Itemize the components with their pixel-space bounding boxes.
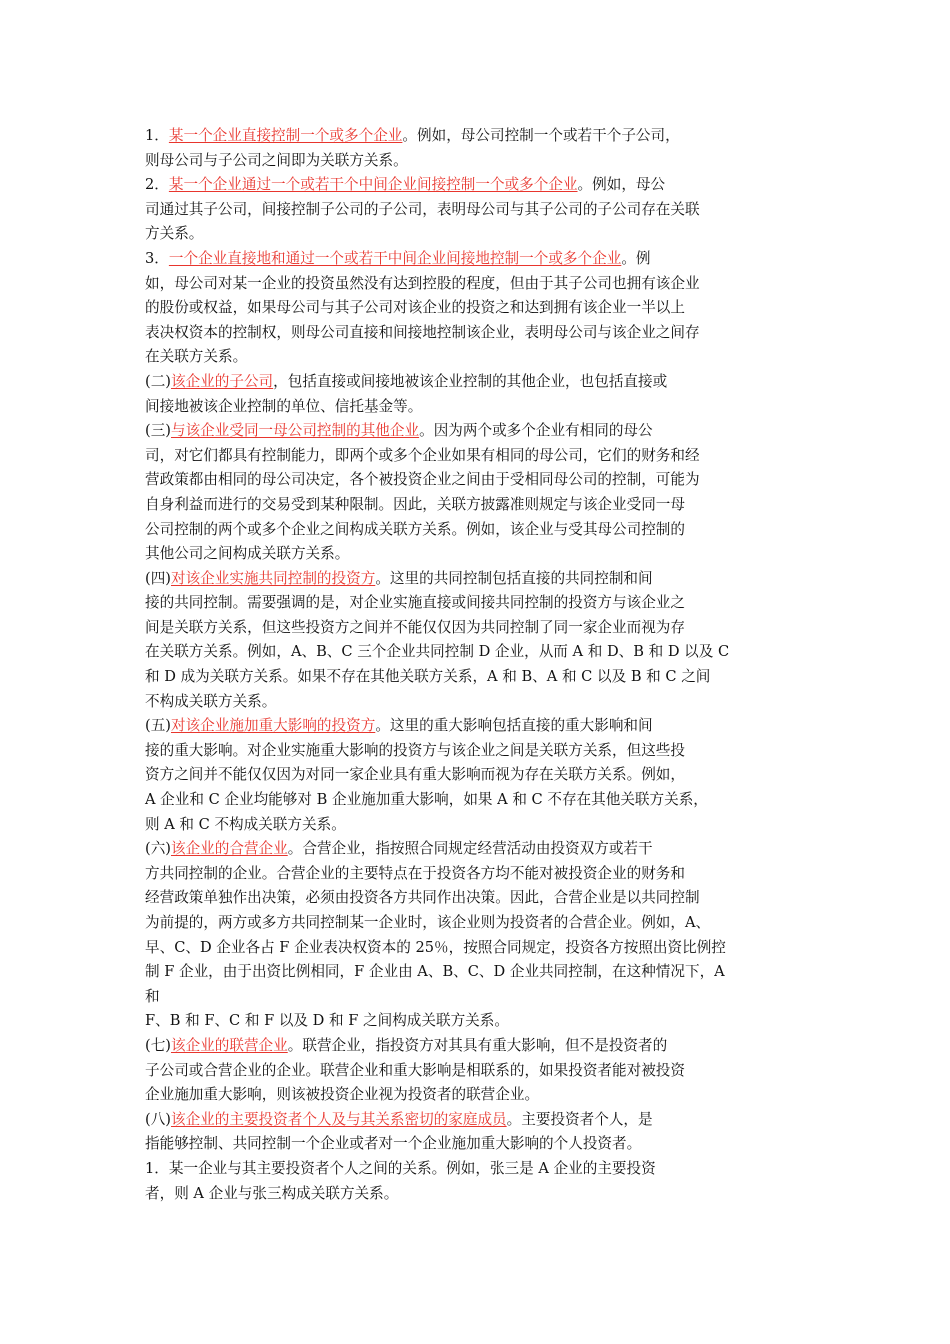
text-line [145,345,825,370]
text-line [145,222,825,247]
text-segment: 表决权资本的控制权，则母公司直接和间接地控制该企业，表明母公司与该企业之间存 [145,323,700,341]
document-body [145,124,825,1206]
text-segment: (五) [145,717,171,735]
text-segment: 。合营企业，指按照合同规定经营活动由投资双方或若干 [287,840,653,858]
text-segment: 间接地被该企业控制的单位、信托基金等。 [145,397,423,415]
text-segment: 子公司或合营企业的企业。联营企业和重大影响是相联系的，如果投资者能对被投资 [145,1061,685,1079]
text-segment: 。例 [621,249,651,267]
text-line [145,640,825,665]
text-segment: 1．某一企业与其主要投资者个人之间的关系。例如，张三是 A 企业的主要投资 [145,1159,656,1177]
text-segment: 营政策都由相同的母公司决定，各个被投资企业之间由于受相同母公司的控制，可能为 [145,471,700,489]
text-line [145,272,825,297]
text-segment: 则母公司与子公司之间即为关联方关系。 [145,151,408,169]
text-line [145,690,825,715]
text-segment: 司通过其子公司，间接控制子公司的子公司，表明母公司与其子公司的子公司存在关联 [145,200,700,218]
text-segment: (六) [145,840,171,858]
text-line [145,1009,825,1034]
text-segment: 早、C、D 企业各占 F 企业表决权资本的 25％，按照合同规定，投资各方按照出资比例控 [145,938,726,956]
highlighted-term: 对该企业施加重大影响的投资方 [170,717,376,735]
text-line [145,518,825,543]
text-segment: 指能够控制、共同控制一个企业或者对一个企业施加重大影响的个人投资者。 [145,1135,642,1153]
text-line [145,1157,825,1182]
text-segment: 在关联方关系。例如，A、B、C 三个企业共同控制 D 企业，从而 A 和 D、B 和 D 以及 C [145,643,730,661]
text-segment: 企业施加重大影响，则该被投资企业视为投资者的联营企业。 [145,1086,540,1104]
text-line [145,395,825,420]
text-line [145,960,825,985]
text-line [145,837,825,862]
text-line [145,886,825,911]
text-segment: 接的重大影响。对企业实施重大影响的投资方与该企业之间是关联方关系，但这些投 [145,741,685,759]
text-line [145,862,825,887]
highlighted-term: 某一个企业直接控制一个或多个企业 [168,127,403,144]
text-line [145,985,825,1010]
text-segment: 公司控制的两个或多个企业之间构成关联方关系。例如，该企业与受其母公司控制的 [145,520,685,538]
text-line [145,370,825,395]
text-segment: 不构成关联方关系。 [145,692,277,710]
text-segment: 3． [145,249,169,267]
text-line [145,542,825,567]
text-line [145,173,825,198]
text-segment: 。例如，母公司控制一个或若干个子公司， [402,127,680,144]
text-segment: 如，母公司对某一企业的投资虽然没有达到控股的程度，但由于其子公司也拥有该企业 [145,274,700,292]
text-segment: 接的共同控制。需要强调的是，对企业实施直接或间接共同控制的投资方与该企业之 [145,594,685,612]
highlighted-term: 该企业的子公司 [170,372,274,390]
text-line [145,1083,825,1108]
text-segment: 其他公司之间构成关联方关系。 [145,545,350,563]
text-segment: 资方之间并不能仅仅因为对同一家企业具有重大影响而视为存在关联方关系。例如， [145,766,685,784]
text-segment: 间是关联方关系，但这些投资方之间并不能仅仅因为共同控制了同一家企业而视为存 [145,618,685,636]
text-line [145,1182,825,1207]
text-segment: 1． [145,127,169,144]
text-line [145,1034,825,1059]
text-segment: (八) [145,1110,171,1128]
highlighted-term: 该企业的合营企业 [170,840,288,858]
text-segment: 在关联方关系。 [145,348,248,366]
text-line [145,444,825,469]
text-line [145,813,825,838]
highlighted-term: 一个企业直接地和通过一个或若干中间企业间接地控制一个或多个企业 [168,249,622,267]
text-line [145,124,825,149]
highlighted-term: 该企业的主要投资者个人及与其关系密切的家庭成员 [170,1110,507,1128]
text-line [145,616,825,641]
highlighted-term: 对该企业实施共同控制的投资方 [170,569,376,587]
text-line [145,1059,825,1084]
text-segment: 方共同控制的企业。合营企业的主要特点在于投资各方均不能对被投资企业的财务和 [145,864,685,882]
text-line [145,739,825,764]
text-line [145,493,825,518]
text-line [145,419,825,444]
text-segment: 和 D 成为关联方关系。如果不存在其他关联方关系，A 和 B、A 和 C 以及 B 和 C 之间 [145,668,711,686]
text-segment: 。因为两个或多个企业有相同的母公 [419,422,653,440]
text-segment: ，包括直接或间接地被该企业控制的其他企业，也包括直接或 [273,372,668,390]
text-segment: F、B 和 F、C 和 F 以及 D 和 F 之间构成关联方关系。 [145,1012,509,1030]
text-line [145,247,825,272]
text-line [145,296,825,321]
text-segment: 。主要投资者个人，是 [506,1110,653,1128]
text-segment: 者，则 A 企业与张三构成关联方关系。 [145,1184,399,1202]
text-segment: 经营政策单独作出决策，必须由投资各方共同作出决策。因此，合营企业是以共同控制 [145,889,700,907]
text-line [145,1132,825,1157]
text-segment: 。例如，母公 [577,176,666,194]
highlighted-term: 某一个企业通过一个或若干个中间企业间接控制一个或多个企业 [168,176,578,194]
text-segment: (三) [145,422,171,440]
text-line [145,567,825,592]
text-segment: 司，对它们都具有控制能力，即两个或多个企业如果有相同的母公司，它们的财务和经 [145,446,700,464]
text-segment: 方关系。 [145,225,204,243]
text-line [145,149,825,174]
text-segment: A 企业和 C 企业均能够对 B 企业施加重大影响，如果 A 和 C 不存在其他关联方关系， [145,791,708,809]
text-segment: 则 A 和 C 不构成关联方关系。 [145,815,346,833]
text-segment: 自身利益而进行的交易受到某种限制。因此，关联方披露准则规定与该企业受同一母 [145,495,685,513]
text-segment: 制 F 企业，由于出资比例相同，F 企业由 A、B、C、D 企业共同控制，在这种情况下，A [145,963,725,981]
text-line [145,936,825,961]
text-line [145,321,825,346]
text-line [145,714,825,739]
text-line [145,1108,825,1133]
text-line [145,665,825,690]
text-segment: 2． [145,176,169,194]
text-segment: 。这里的重大影响包括直接的重大影响和间 [375,717,653,735]
text-segment: 的股份或权益，如果母公司与其子公司对该企业的投资之和达到拥有该企业一半以上 [145,299,685,317]
text-segment: 。联营企业，指投资方对其具有重大影响，但不是投资者的 [287,1036,668,1054]
text-line [145,468,825,493]
text-segment: 和 [145,987,160,1005]
text-line [145,911,825,936]
text-segment: 。这里的共同控制包括直接的共同控制和间 [375,569,653,587]
highlighted-term: 该企业的联营企业 [170,1036,288,1054]
text-line [145,198,825,223]
text-line [145,788,825,813]
text-line [145,591,825,616]
text-segment: (二) [145,372,171,390]
text-segment: (四) [145,569,171,587]
text-segment: (七) [145,1036,171,1054]
text-line [145,763,825,788]
text-segment: 为前提的，两方或多方共同控制某一企业时，该企业则为投资者的合营企业。例如，A、 [145,914,711,931]
highlighted-term: 与该企业受同一母公司控制的其他企业 [170,422,420,440]
